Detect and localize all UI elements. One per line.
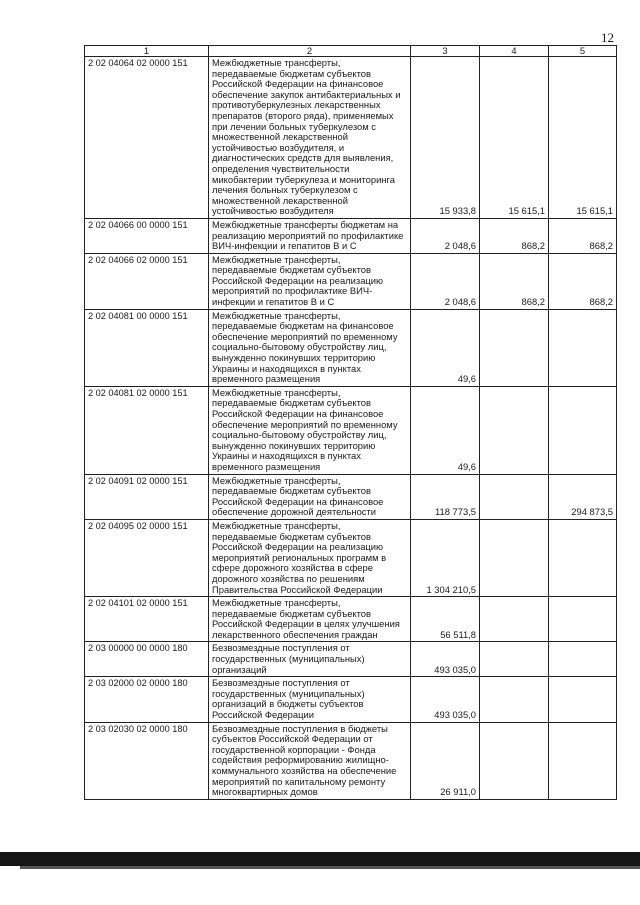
table-row [85, 218, 617, 253]
table-row [85, 642, 617, 677]
scan-edge-shadow [0, 852, 640, 866]
row-value-col4 [480, 386, 549, 474]
row-value-col5 [549, 677, 617, 722]
header-col-4: 4 [480, 46, 549, 57]
row-code: 2 03 02030 02 0000 180 [85, 722, 209, 799]
row-value-col5 [549, 722, 617, 799]
row-code: 2 03 02000 02 0000 180 [85, 677, 209, 722]
row-code: 2 02 04066 00 0000 151 [85, 218, 209, 253]
page-number: 12 [601, 30, 614, 45]
row-value-col3: 49,6 [411, 309, 480, 386]
row-value-col4 [480, 519, 549, 596]
row-value-col5 [549, 519, 617, 596]
row-name: Межбюджетные трансферты, передаваемые бюджетам субъектов Российской Федерации в целях улучшения лекарственного обеспечения граждан [209, 597, 411, 642]
header-col-3: 3 [411, 46, 480, 57]
row-code: 2 02 04081 00 0000 151 [85, 309, 209, 386]
table-row [85, 386, 617, 474]
row-value-col5 [549, 597, 617, 642]
row-value-col5: 868,2 [549, 253, 617, 309]
row-value-col3: 56 511,8 [411, 597, 480, 642]
header-col-2: 2 [209, 46, 411, 57]
header-col-5: 5 [549, 46, 617, 57]
row-value-col4 [480, 722, 549, 799]
row-name: Межбюджетные трансферты, передаваемые бюджетам субъектов Российской Федерации на финансовое обеспечение дорожной деятельности [209, 474, 411, 519]
header-col-1: 1 [85, 46, 209, 57]
row-value-col5 [549, 309, 617, 386]
row-value-col3: 26 911,0 [411, 722, 480, 799]
row-name: Безвозмездные поступления от государственных (муниципальных) организаций в бюджеты субъектов Российской Федерации [209, 677, 411, 722]
row-name: Межбюджетные трансферты, передаваемые бюджетам на финансовое обеспечение мероприятий по временному социально-бытовому обустройству лиц, вынужденно покинувших территорию Украины и находящихся в пунктах временного размещения [209, 309, 411, 386]
row-code: 2 02 04095 02 0000 151 [85, 519, 209, 596]
row-value-col4: 868,2 [480, 218, 549, 253]
row-code: 2 02 04064 02 0000 151 [85, 57, 209, 219]
row-value-col4 [480, 642, 549, 677]
table-row [85, 722, 617, 799]
table-row [85, 597, 617, 642]
row-value-col5: 868,2 [549, 218, 617, 253]
row-code: 2 02 04091 02 0000 151 [85, 474, 209, 519]
row-name: Межбюджетные трансферты, передаваемые бюджетам субъектов Российской Федерации на финансовое обеспечение мероприятий по временному социально-бытовому обустройству лиц, вынужденно покинувших территорию Украины и находящихся в пунктах временного размещения [209, 386, 411, 474]
row-value-col5: 15 615,1 [549, 57, 617, 219]
row-value-col3: 2 048,6 [411, 218, 480, 253]
table-row [85, 57, 617, 219]
row-value-col3: 15 933,8 [411, 57, 480, 219]
row-code: 2 02 04081 02 0000 151 [85, 386, 209, 474]
table-row [85, 309, 617, 386]
budget-table [84, 45, 617, 800]
table-row [85, 677, 617, 722]
row-code: 2 03 00000 00 0000 180 [85, 642, 209, 677]
row-value-col5: 294 873,5 [549, 474, 617, 519]
row-value-col5 [549, 642, 617, 677]
table-row [85, 474, 617, 519]
row-value-col4 [480, 677, 549, 722]
row-code: 2 02 04101 02 0000 151 [85, 597, 209, 642]
row-value-col4: 868,2 [480, 253, 549, 309]
table-header-row [85, 46, 617, 57]
row-value-col4: 15 615,1 [480, 57, 549, 219]
row-value-col3: 118 773,5 [411, 474, 480, 519]
row-value-col3: 2 048,6 [411, 253, 480, 309]
row-value-col4 [480, 597, 549, 642]
scan-edge-line [20, 866, 640, 869]
row-value-col3: 493 035,0 [411, 642, 480, 677]
row-value-col3: 493 035,0 [411, 677, 480, 722]
row-value-col3: 49,6 [411, 386, 480, 474]
row-name: Межбюджетные трансферты, передаваемые бюджетам субъектов Российской Федерации на финансовое обеспечение закупок антибактериальных и противотуберкулезных лекарственных препаратов (второго ряда), применяемых при лечении больных туберкулезом с множественной лекарственной устойчивостью возбудителя, и диагностических средств для выявления, определения чувствительности микобактерии туберкулеза и мониторинга лечения больных туберкулезом с множественной лекарственной устойчивостью возбудителя [209, 57, 411, 219]
row-name: Межбюджетные трансферты, передаваемые бюджетам субъектов Российской Федерации на реализацию мероприятий по профилактике ВИЧ-инфекции и гепатитов В и С [209, 253, 411, 309]
table-row [85, 519, 617, 596]
row-value-col4 [480, 474, 549, 519]
row-name: Межбюджетные трансферты бюджетам на реализацию мероприятий по профилактике ВИЧ-инфекции и гепатитов В и С [209, 218, 411, 253]
row-name: Межбюджетные трансферты, передаваемые бюджетам субъектов Российской Федерации на реализацию мероприятий региональных программ в сфере дорожного хозяйства в сфере дорожного хозяйства по решениям Правительства Российской Федерации [209, 519, 411, 596]
row-code: 2 02 04066 02 0000 151 [85, 253, 209, 309]
row-value-col4 [480, 309, 549, 386]
row-name: Безвозмездные поступления в бюджеты субъектов Российской Федерации от государственной корпорации - Фонда содействия реформированию жилищно-коммунального хозяйства на обеспечение мероприятий по капитальному ремонту многоквартирных домов [209, 722, 411, 799]
row-name: Безвозмездные поступления от государственных (муниципальных) организаций [209, 642, 411, 677]
row-value-col5 [549, 386, 617, 474]
row-value-col3: 1 304 210,5 [411, 519, 480, 596]
table-row [85, 253, 617, 309]
